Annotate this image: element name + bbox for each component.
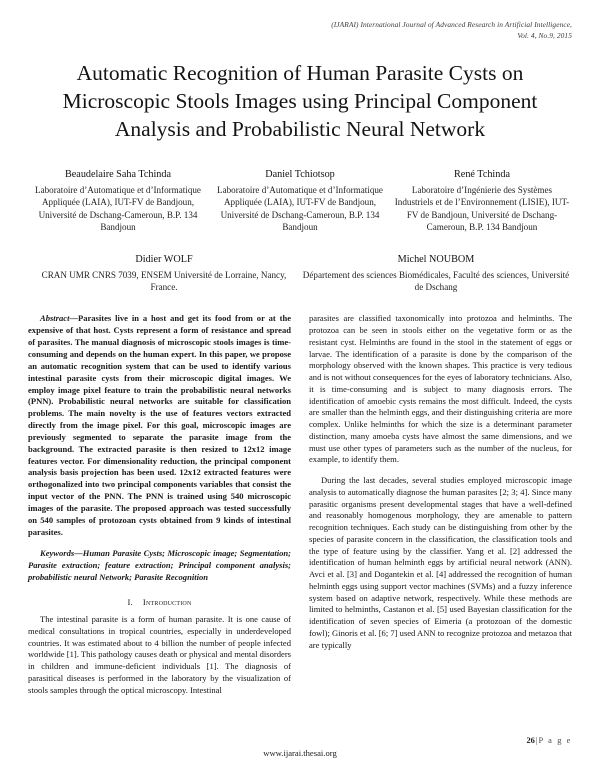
author-affiliation: CRAN UMR CNRS 7039, ENSEM Université de Lorraine, Nancy, France. xyxy=(41,269,287,293)
author-affiliation: Laboratoire d’Automatique et d’Informatique Appliquée (LAIA), IUT-FV de Bandjoun, Université de Dschang-Cameroun, B.P. 134 Bandjoun xyxy=(35,185,201,233)
author-name: Beaudelaire Saha Tchinda xyxy=(64,169,172,180)
author-name: René Tchinda xyxy=(454,169,510,180)
section-heading-introduction xyxy=(28,597,291,607)
author-name: Michel NOUBOM xyxy=(397,253,475,265)
author-name: Didier WOLF xyxy=(135,253,193,265)
author-affiliation: Laboratoire d’Ingénierie des Systèmes Industriels et de l’Environnement (LISIE), IUT-FV de Bandjoun, Université de Dschang-Cameroun, B.P. 134 Bandjoun xyxy=(394,185,570,233)
author-name: Daniel Tchiotsop xyxy=(265,169,335,180)
running-head-journal: (IJARAI) International Journal of Advanced Research in Artificial Intelligence, xyxy=(331,20,572,29)
page-title: Automatic Recognition of Human Parasite Cysts on Microscopic Stools Images using Principal Component Analysis and Probabilistic Neural Network xyxy=(62,61,538,141)
authors-row-primary xyxy=(28,167,572,234)
author-block xyxy=(392,167,572,234)
body-columns xyxy=(28,313,572,705)
footer-page-label: P a g e xyxy=(538,736,572,745)
abstract-paragraph xyxy=(28,313,291,538)
paragraph: During the last decades, several studies employed microscopic image analysis to automatically diagnose the human parasites [2; 3; 4]. Since many parasitic organisms present developmental stages that have a well-defined and reasonably homogenous morphology, they are amenable to pattern recognition techniques. Each study can be distinguishing from other by the species of parasite concern in the classification, the classification tools and the type of feature using by the classifier. Yang et al. [2] addressed the identification of human helminth eggs by artificial neural network (ANN). Avci et al. [3] and Dogantekin et al. [4] addressed the recognition of human helminth eggs using support vector machines (SVMs) and a fuzzy inference system based on adaptive network, respectively. While these methods are limited to helminths, Castanon et al. [5] used Bayesian classification for the identification of seven species of Eimeria (a protozoan of the domestic fowl); Ginoris et al. [6; 7] used ANN to recognize protozoa and metazoa that are typically xyxy=(309,475,572,650)
author-block xyxy=(28,252,300,294)
paragraph: The intestinal parasite is a form of human parasite. It is one cause of medical consultations in tropical countries, especially in underdeveloped countries. It was estimated about to 4 billion the number of people infected worldwide [1]. This pathology causes death or physical and mental disorders in children and immune-deficient individuals [1]. The diagnosis of parasitical diseases is performed in the laboratory by the visualization of stools samples through the optical microscopy. Intestinal xyxy=(28,614,291,695)
running-head xyxy=(28,19,572,41)
page-footer xyxy=(28,736,572,762)
keywords-paragraph xyxy=(28,548,291,584)
footer-separator: | xyxy=(535,736,538,745)
author-block xyxy=(300,252,572,294)
footer-page-indicator xyxy=(526,736,572,745)
section-numeral: I. xyxy=(127,597,133,607)
section-title: Introduction xyxy=(142,597,192,607)
footer-url[interactable]: www.ijarai.thesai.org xyxy=(263,748,337,758)
footer-page-number: 26 xyxy=(526,736,535,745)
author-block xyxy=(210,167,390,234)
keywords-text: Human Parasite Cysts; Microscopic image; Segmentation; Parasite extraction; feature extraction; Principal component analysis; probabilistic neural Network; Parasite Recognition xyxy=(28,548,291,583)
keywords-label: Keywords— xyxy=(40,548,83,559)
abstract-text: Parasites live in a host and get its food from or at the expensive of that host. Cysts represent a form of resistance and spread of parasites. The manual diagnosis of microscopic stools images is time-consuming and depends on the human expert. In this paper, we propose an automatic recognition system that can be used to identify various intestinal parasite cysts from their microscopic digital images. We employ image pixel feature to train the probabilistic neural networks (PNN). Probabilistic neural networks are suitable for classification problems. The main novelty is the use of features vectors extracted directly from the image pixel. For this goal, microscopic images are previously segmented to separate the parasite image from the background. The extracted parasite is then resized to 12x12 image features vector. For dimensionality reduction, the principal component analysis basis projection has been used. 12x12 extracted features were orthogonalized into two principal components variables that consist the input vector of the PNN. The PNN is trained using 540 microscopic images of the parasite. The proposed approach was tested successfully on 540 samples of protozoan cysts obtained from 9 kinds of intestinal parasites. xyxy=(28,313,291,537)
author-affiliation: Laboratoire d’Automatique et d’Informatique Appliquée (LAIA), IUT-FV de Bandjoun, Université de Dschang-Cameroun, B.P. 134 Bandjoun xyxy=(217,185,383,233)
abstract-label: Abstract— xyxy=(40,313,78,324)
paragraph: parasites are classified taxonomically into protozoa and helminths. The protozoa can be seen in stools either on the vegetative form or as the resistant cyst. Helminths are found in the stool in the statement of eggs or larvae. The identification of a parasite is done by the comparison of the morphology observed with the known shapes. This practice is very tedious and is not without consequences for the eyes of laboratory technicians. Also, it is time-consuming and is subject to many diagnosis errors. The identification of amoebic cysts remains the most difficult. Indeed, the cysts are smaller than the helminth eggs, and their distinguishing criteria are more complex. Unlike helminths for which the size is a determinant parameter distinction, many amoeba cysts have almost the same dimensions, and we must use other types of parameters such as the number of the nucleus, for example, to identify them. xyxy=(309,313,572,465)
authors-row-secondary xyxy=(28,252,572,294)
right-column xyxy=(309,313,572,705)
left-column xyxy=(28,313,291,705)
running-head-volume: Vol. 4, No.9, 2015 xyxy=(517,31,572,40)
author-block xyxy=(28,167,208,234)
author-affiliation: Département des sciences Biomédicales, Faculté des sciences, Université de Dschang xyxy=(302,269,570,293)
